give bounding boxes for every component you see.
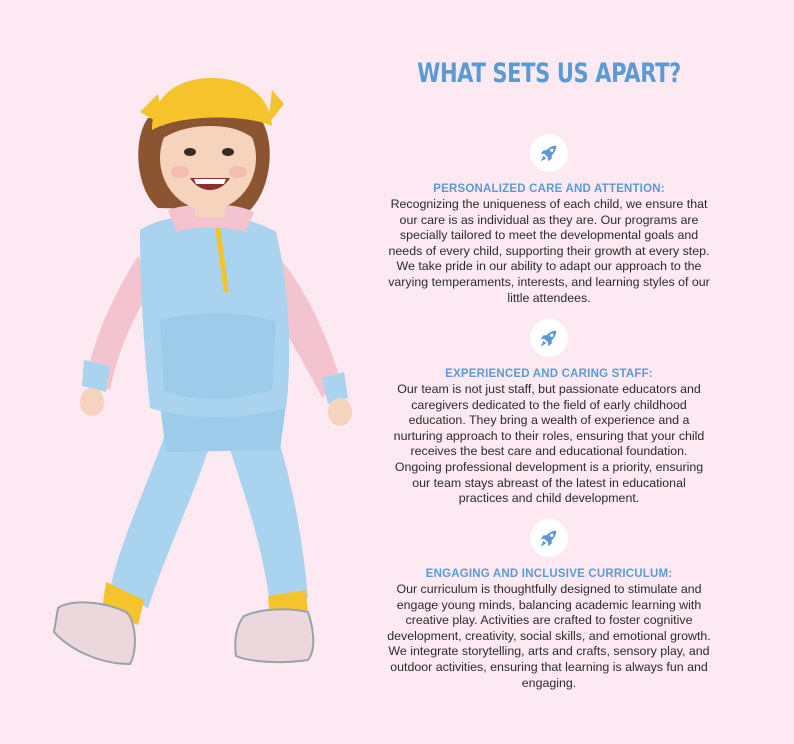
feature-text-line: little attendees. <box>507 290 591 305</box>
feature-description <box>371 197 727 306</box>
feature-text-line: varying temperaments, interests, and learning styles of our <box>388 274 710 289</box>
feature-text-line: Our team is not just staff, but passionate educators and <box>397 382 701 396</box>
feature-icon-badge <box>530 134 568 172</box>
feature-icon-badge <box>530 519 568 557</box>
feature-text-line: our team stays abreast of the latest in educational <box>412 475 686 490</box>
feature-text-line: nurturing approach to their roles, ensuring that your child <box>393 428 705 443</box>
feature-title: PERSONALIZED CARE AND ATTENTION: <box>433 183 665 195</box>
feature-text-line: practices and child development. <box>458 491 640 506</box>
feature-icon-badge <box>530 319 568 357</box>
toddler-image <box>40 60 370 680</box>
feature-title: EXPERIENCED AND CARING STAFF: <box>445 368 653 380</box>
feature-text-line: We take pride in our ability to adapt our approach to the <box>396 259 702 274</box>
feature-description <box>371 582 727 691</box>
feature-text-line: our care is as individual as they are. Our programs are <box>399 212 699 227</box>
feature-description <box>371 382 727 507</box>
feature-title: ENGAGING AND INCLUSIVE CURRICULUM: <box>425 568 673 580</box>
feature-text-line: receives the best care and educational foundation. <box>410 444 688 459</box>
feature-text-line: outdoor activities, ensuring that learning is always fun and <box>390 659 708 674</box>
feature-text-line: Ongoing professional development is a priority, ensuring <box>394 459 704 474</box>
feature-text-line: needs of every child, supporting their growth at every step. <box>388 243 710 258</box>
rocket-icon <box>538 527 560 549</box>
child-illustration <box>40 60 370 680</box>
feature-personalized-care <box>368 134 730 306</box>
page-title: WHAT SETS US APART? <box>417 58 681 89</box>
rocket-icon <box>538 327 560 349</box>
feature-text-line: caregivers dedicated to the field of early childhood <box>411 397 687 412</box>
feature-text-line: specially tailored to meet the developmental goals and <box>399 228 699 243</box>
feature-text-line: Our curriculum is thoughtfully designed to stimulate and <box>396 582 702 596</box>
feature-text-line: We integrate storytelling, arts and crafts, sensory play, and <box>388 644 710 659</box>
feature-text-line: Recognizing the uniqueness of each child, we ensure that <box>390 197 708 211</box>
feature-text-line: engaging. <box>521 675 577 690</box>
feature-text-line: creative play. Activities are crafted to foster cognitive <box>405 613 693 628</box>
feature-inclusive-curriculum <box>368 519 730 691</box>
rocket-icon <box>538 142 560 164</box>
feature-experienced-staff <box>368 319 730 507</box>
feature-text-line: engage young minds, balancing academic learning with <box>396 597 702 612</box>
features-section <box>368 0 730 744</box>
feature-text-line: development, creativity, social skills, and emotional growth. <box>387 628 711 643</box>
feature-text-line: education. They bring a wealth of experience and a <box>408 413 690 428</box>
